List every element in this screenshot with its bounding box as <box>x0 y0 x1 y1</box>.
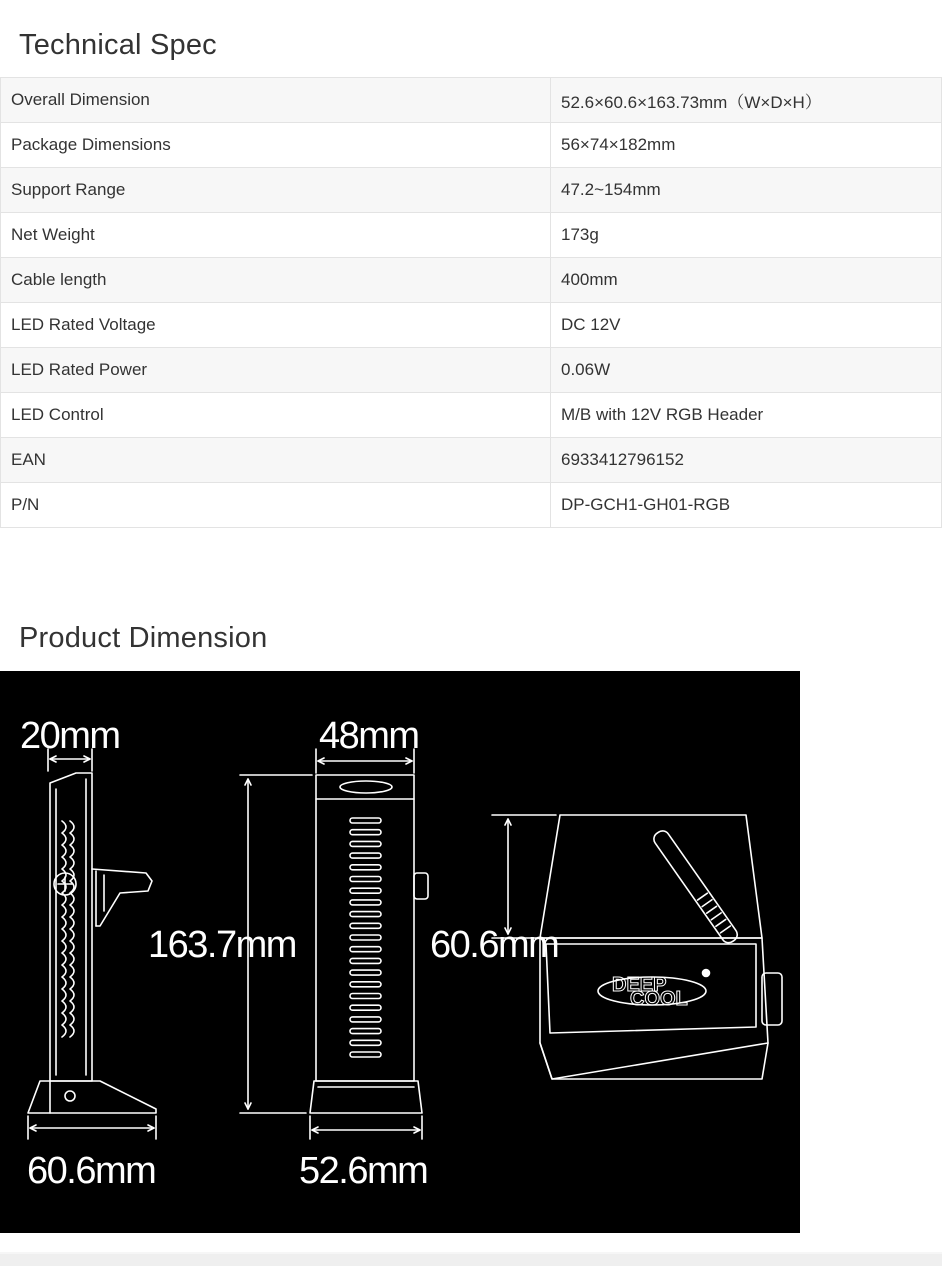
vent-slot <box>350 888 381 893</box>
product-dimension-title: Product Dimension <box>19 622 268 654</box>
vent-slot <box>350 1052 381 1057</box>
vent-slot <box>350 982 381 987</box>
vent-slot <box>350 1040 381 1045</box>
spec-row <box>1 123 942 168</box>
spec-label: Overall Dimension <box>1 78 551 123</box>
spec-label: LED Rated Voltage <box>1 303 551 348</box>
spec-value: 56×74×182mm <box>551 123 942 168</box>
spec-label: Support Range <box>1 168 551 213</box>
logo-text-line1: DEEP <box>612 974 667 996</box>
logo-text-line2: COOL <box>630 988 688 1010</box>
vent-slot <box>350 970 381 975</box>
spec-label: LED Rated Power <box>1 348 551 393</box>
footer-divider <box>0 1252 942 1266</box>
spec-row <box>1 168 942 213</box>
vent-slot <box>350 947 381 952</box>
vent-slot <box>350 818 381 823</box>
vent-slot <box>350 958 381 963</box>
vent-slot <box>350 865 381 870</box>
vent-slot <box>350 877 381 882</box>
spec-label: Net Weight <box>1 213 551 258</box>
spec-label: Package Dimensions <box>1 123 551 168</box>
spec-value: DC 12V <box>551 303 942 348</box>
label-base-width: 52.6mm <box>299 1150 428 1192</box>
technical-spec-table <box>0 77 942 528</box>
spec-label: P/N <box>1 483 551 528</box>
spec-row <box>1 258 942 303</box>
vent-slot <box>350 912 381 917</box>
vent-slot <box>350 1017 381 1022</box>
vent-slot <box>350 1029 381 1034</box>
spec-row <box>1 213 942 258</box>
spec-value: 47.2~154mm <box>551 168 942 213</box>
spec-value: DP-GCH1-GH01-RGB <box>551 483 942 528</box>
label-front-width: 48mm <box>319 715 419 757</box>
spec-row <box>1 393 942 438</box>
spec-row <box>1 483 942 528</box>
vent-slot <box>350 900 381 905</box>
label-side-width: 20mm <box>20 715 120 757</box>
spec-value: 173g <box>551 213 942 258</box>
dimension-drawing <box>0 671 800 1233</box>
spec-value: 6933412796152 <box>551 438 942 483</box>
side-view <box>28 749 156 1139</box>
spec-value: 0.06W <box>551 348 942 393</box>
vent-slot <box>350 923 381 928</box>
vent-slot <box>350 1005 381 1010</box>
vent-slot <box>350 994 381 999</box>
spec-value: 52.6×60.6×163.73mm（W×D×H） <box>551 78 942 123</box>
spec-label: Cable length <box>1 258 551 303</box>
label-base-depth: 60.6mm <box>27 1150 156 1192</box>
spec-value: M/B with 12V RGB Header <box>551 393 942 438</box>
spec-row <box>1 438 942 483</box>
label-top-depth: 60.6mm <box>430 924 559 966</box>
spec-row <box>1 303 942 348</box>
spec-value: 400mm <box>551 258 942 303</box>
spec-row <box>1 348 942 393</box>
product-dimension-diagram <box>0 671 800 1233</box>
spec-label: EAN <box>1 438 551 483</box>
label-height: 163.7mm <box>148 924 296 966</box>
technical-spec-title: Technical Spec <box>19 29 217 61</box>
spec-row <box>1 78 942 123</box>
vent-slot <box>350 841 381 846</box>
spec-label: LED Control <box>1 393 551 438</box>
vent-slot <box>350 935 381 940</box>
vent-slot <box>350 830 381 835</box>
vent-slot <box>350 853 381 858</box>
